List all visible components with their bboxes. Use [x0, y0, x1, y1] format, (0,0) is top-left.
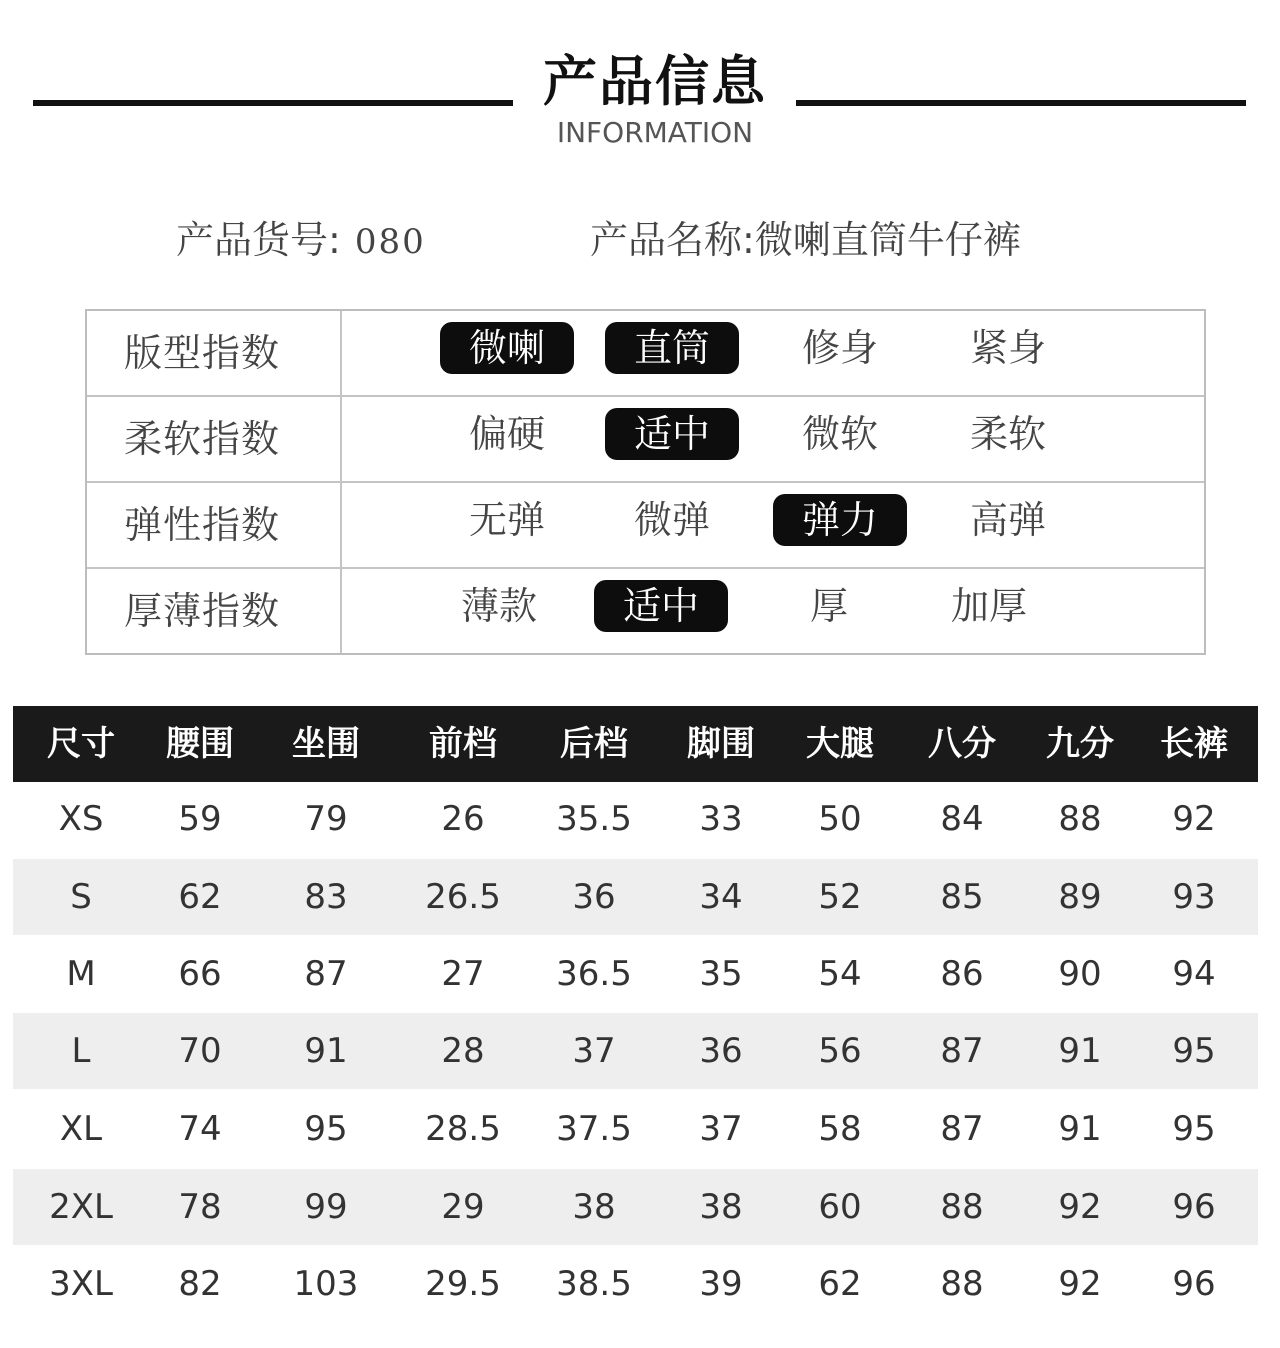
table-cell: 56	[818, 1031, 862, 1071]
table-cell: 90	[1058, 954, 1102, 994]
attribute-label: 厚薄指数	[87, 569, 342, 653]
product-name	[590, 214, 1021, 266]
table-row	[13, 1091, 1258, 1167]
table-row	[13, 1246, 1258, 1322]
table-row	[13, 936, 1258, 1012]
attribute-option: 薄款	[460, 584, 537, 628]
table-cell: 95	[1172, 1031, 1216, 1071]
table-cell: 85	[940, 877, 984, 917]
table-cell: 50	[818, 799, 862, 839]
attribute-option-selected: 弹力	[773, 494, 907, 546]
table-cell: 95	[1172, 1109, 1216, 1149]
attribute-option: 微弹	[633, 498, 710, 542]
size-label-cell: 2XL	[49, 1187, 113, 1227]
attribute-option: 修身	[801, 326, 878, 370]
table-cell: 91	[1058, 1109, 1102, 1149]
header-divider-left	[33, 100, 513, 106]
size-table-header	[13, 706, 1258, 782]
table-cell: 36	[699, 1031, 743, 1071]
table-cell: 36	[572, 877, 616, 917]
table-cell: 54	[818, 954, 862, 994]
size-header-cell: 尺寸	[47, 724, 115, 764]
table-cell: 37.5	[556, 1109, 632, 1149]
size-header-cell: 八分	[928, 724, 996, 764]
attribute-option: 厚	[809, 584, 848, 628]
table-cell: 91	[1058, 1031, 1102, 1071]
table-cell: 28.5	[425, 1109, 501, 1149]
size-header-cell: 前档	[429, 724, 497, 764]
table-cell: 92	[1172, 799, 1216, 839]
table-cell: 82	[178, 1264, 222, 1304]
table-cell: 38.5	[556, 1264, 632, 1304]
attribute-option-selected: 适中	[594, 580, 728, 632]
table-cell: 93	[1172, 877, 1216, 917]
table-cell: 26	[441, 799, 485, 839]
table-cell: 79	[304, 799, 348, 839]
table-row	[13, 859, 1258, 935]
attribute-option: 无弹	[468, 498, 545, 542]
table-cell: 84	[940, 799, 984, 839]
size-label-cell: XL	[59, 1109, 103, 1149]
size-header-cell: 坐围	[292, 724, 360, 764]
product-sku-label: 产品货号:	[176, 218, 341, 262]
table-cell: 38	[699, 1187, 743, 1227]
table-cell: 88	[1058, 799, 1102, 839]
table-cell: 86	[940, 954, 984, 994]
size-header-cell: 脚围	[687, 724, 755, 764]
table-cell: 58	[818, 1109, 862, 1149]
table-cell: 87	[940, 1031, 984, 1071]
size-label-cell: XS	[58, 799, 104, 839]
attribute-row	[87, 397, 1204, 483]
attribute-option-selected: 微喇	[440, 322, 574, 374]
table-row	[13, 781, 1258, 857]
attribute-option-selected: 适中	[605, 408, 739, 460]
table-cell: 103	[293, 1264, 359, 1304]
table-cell: 74	[178, 1109, 222, 1149]
table-cell: 27	[441, 954, 485, 994]
table-cell: 36.5	[556, 954, 632, 994]
attribute-label: 弹性指数	[87, 483, 342, 567]
attribute-row	[87, 483, 1204, 569]
size-label-cell: L	[71, 1031, 91, 1071]
attribute-option: 加厚	[950, 584, 1027, 628]
table-cell: 99	[304, 1187, 348, 1227]
table-cell: 52	[818, 877, 862, 917]
attribute-label: 柔软指数	[87, 397, 342, 481]
attribute-option-selected: 直筒	[605, 322, 739, 374]
table-cell: 26.5	[425, 877, 501, 917]
size-header-cell: 后档	[560, 724, 628, 764]
table-cell: 87	[940, 1109, 984, 1149]
table-cell: 95	[304, 1109, 348, 1149]
product-name-label: 产品名称:	[590, 218, 755, 262]
size-header-cell: 九分	[1046, 724, 1114, 764]
table-cell: 96	[1172, 1187, 1216, 1227]
attribute-label: 版型指数	[87, 311, 342, 395]
size-label-cell: M	[66, 954, 96, 994]
page-title: 产品信息	[543, 50, 767, 113]
table-cell: 87	[304, 954, 348, 994]
table-cell: 89	[1058, 877, 1102, 917]
table-cell: 83	[304, 877, 348, 917]
table-cell: 88	[940, 1264, 984, 1304]
size-header-cell: 腰围	[166, 724, 234, 764]
attribute-table	[85, 309, 1206, 655]
table-cell: 62	[818, 1264, 862, 1304]
table-cell: 70	[178, 1031, 222, 1071]
table-cell: 88	[940, 1187, 984, 1227]
product-sku	[176, 214, 426, 268]
size-header-cell: 长裤	[1160, 724, 1228, 764]
table-cell: 34	[699, 877, 743, 917]
attribute-row	[87, 311, 1204, 397]
attribute-option: 微软	[801, 412, 878, 456]
attribute-option: 柔软	[969, 412, 1046, 456]
table-cell: 78	[178, 1187, 222, 1227]
table-cell: 94	[1172, 954, 1216, 994]
table-cell: 29	[441, 1187, 485, 1227]
table-cell: 35.5	[556, 799, 632, 839]
table-cell: 92	[1058, 1264, 1102, 1304]
table-cell: 96	[1172, 1264, 1216, 1304]
header-divider-right	[796, 100, 1246, 106]
table-cell: 37	[699, 1109, 743, 1149]
product-sku-value: 080	[354, 222, 426, 262]
attribute-option: 高弹	[969, 498, 1046, 542]
attribute-option: 紧身	[969, 326, 1046, 370]
table-cell: 35	[699, 954, 743, 994]
table-cell: 29.5	[425, 1264, 501, 1304]
attribute-option: 偏硬	[468, 412, 545, 456]
table-cell: 33	[699, 799, 743, 839]
table-cell: 39	[699, 1264, 743, 1304]
product-name-value: 微喇直筒牛仔裤	[754, 218, 1021, 262]
table-cell: 38	[572, 1187, 616, 1227]
size-label-cell: S	[70, 877, 92, 917]
table-cell: 62	[178, 877, 222, 917]
table-row	[13, 1013, 1258, 1089]
table-cell: 66	[178, 954, 222, 994]
page-subtitle: INFORMATION	[556, 116, 754, 149]
table-cell: 91	[304, 1031, 348, 1071]
table-cell: 92	[1058, 1187, 1102, 1227]
table-row	[13, 1169, 1258, 1245]
table-cell: 60	[818, 1187, 862, 1227]
table-cell: 59	[178, 799, 222, 839]
attribute-row	[87, 569, 1204, 653]
table-cell: 28	[441, 1031, 485, 1071]
size-header-cell: 大腿	[806, 724, 874, 764]
table-cell: 37	[572, 1031, 616, 1071]
size-label-cell: 3XL	[49, 1264, 113, 1304]
